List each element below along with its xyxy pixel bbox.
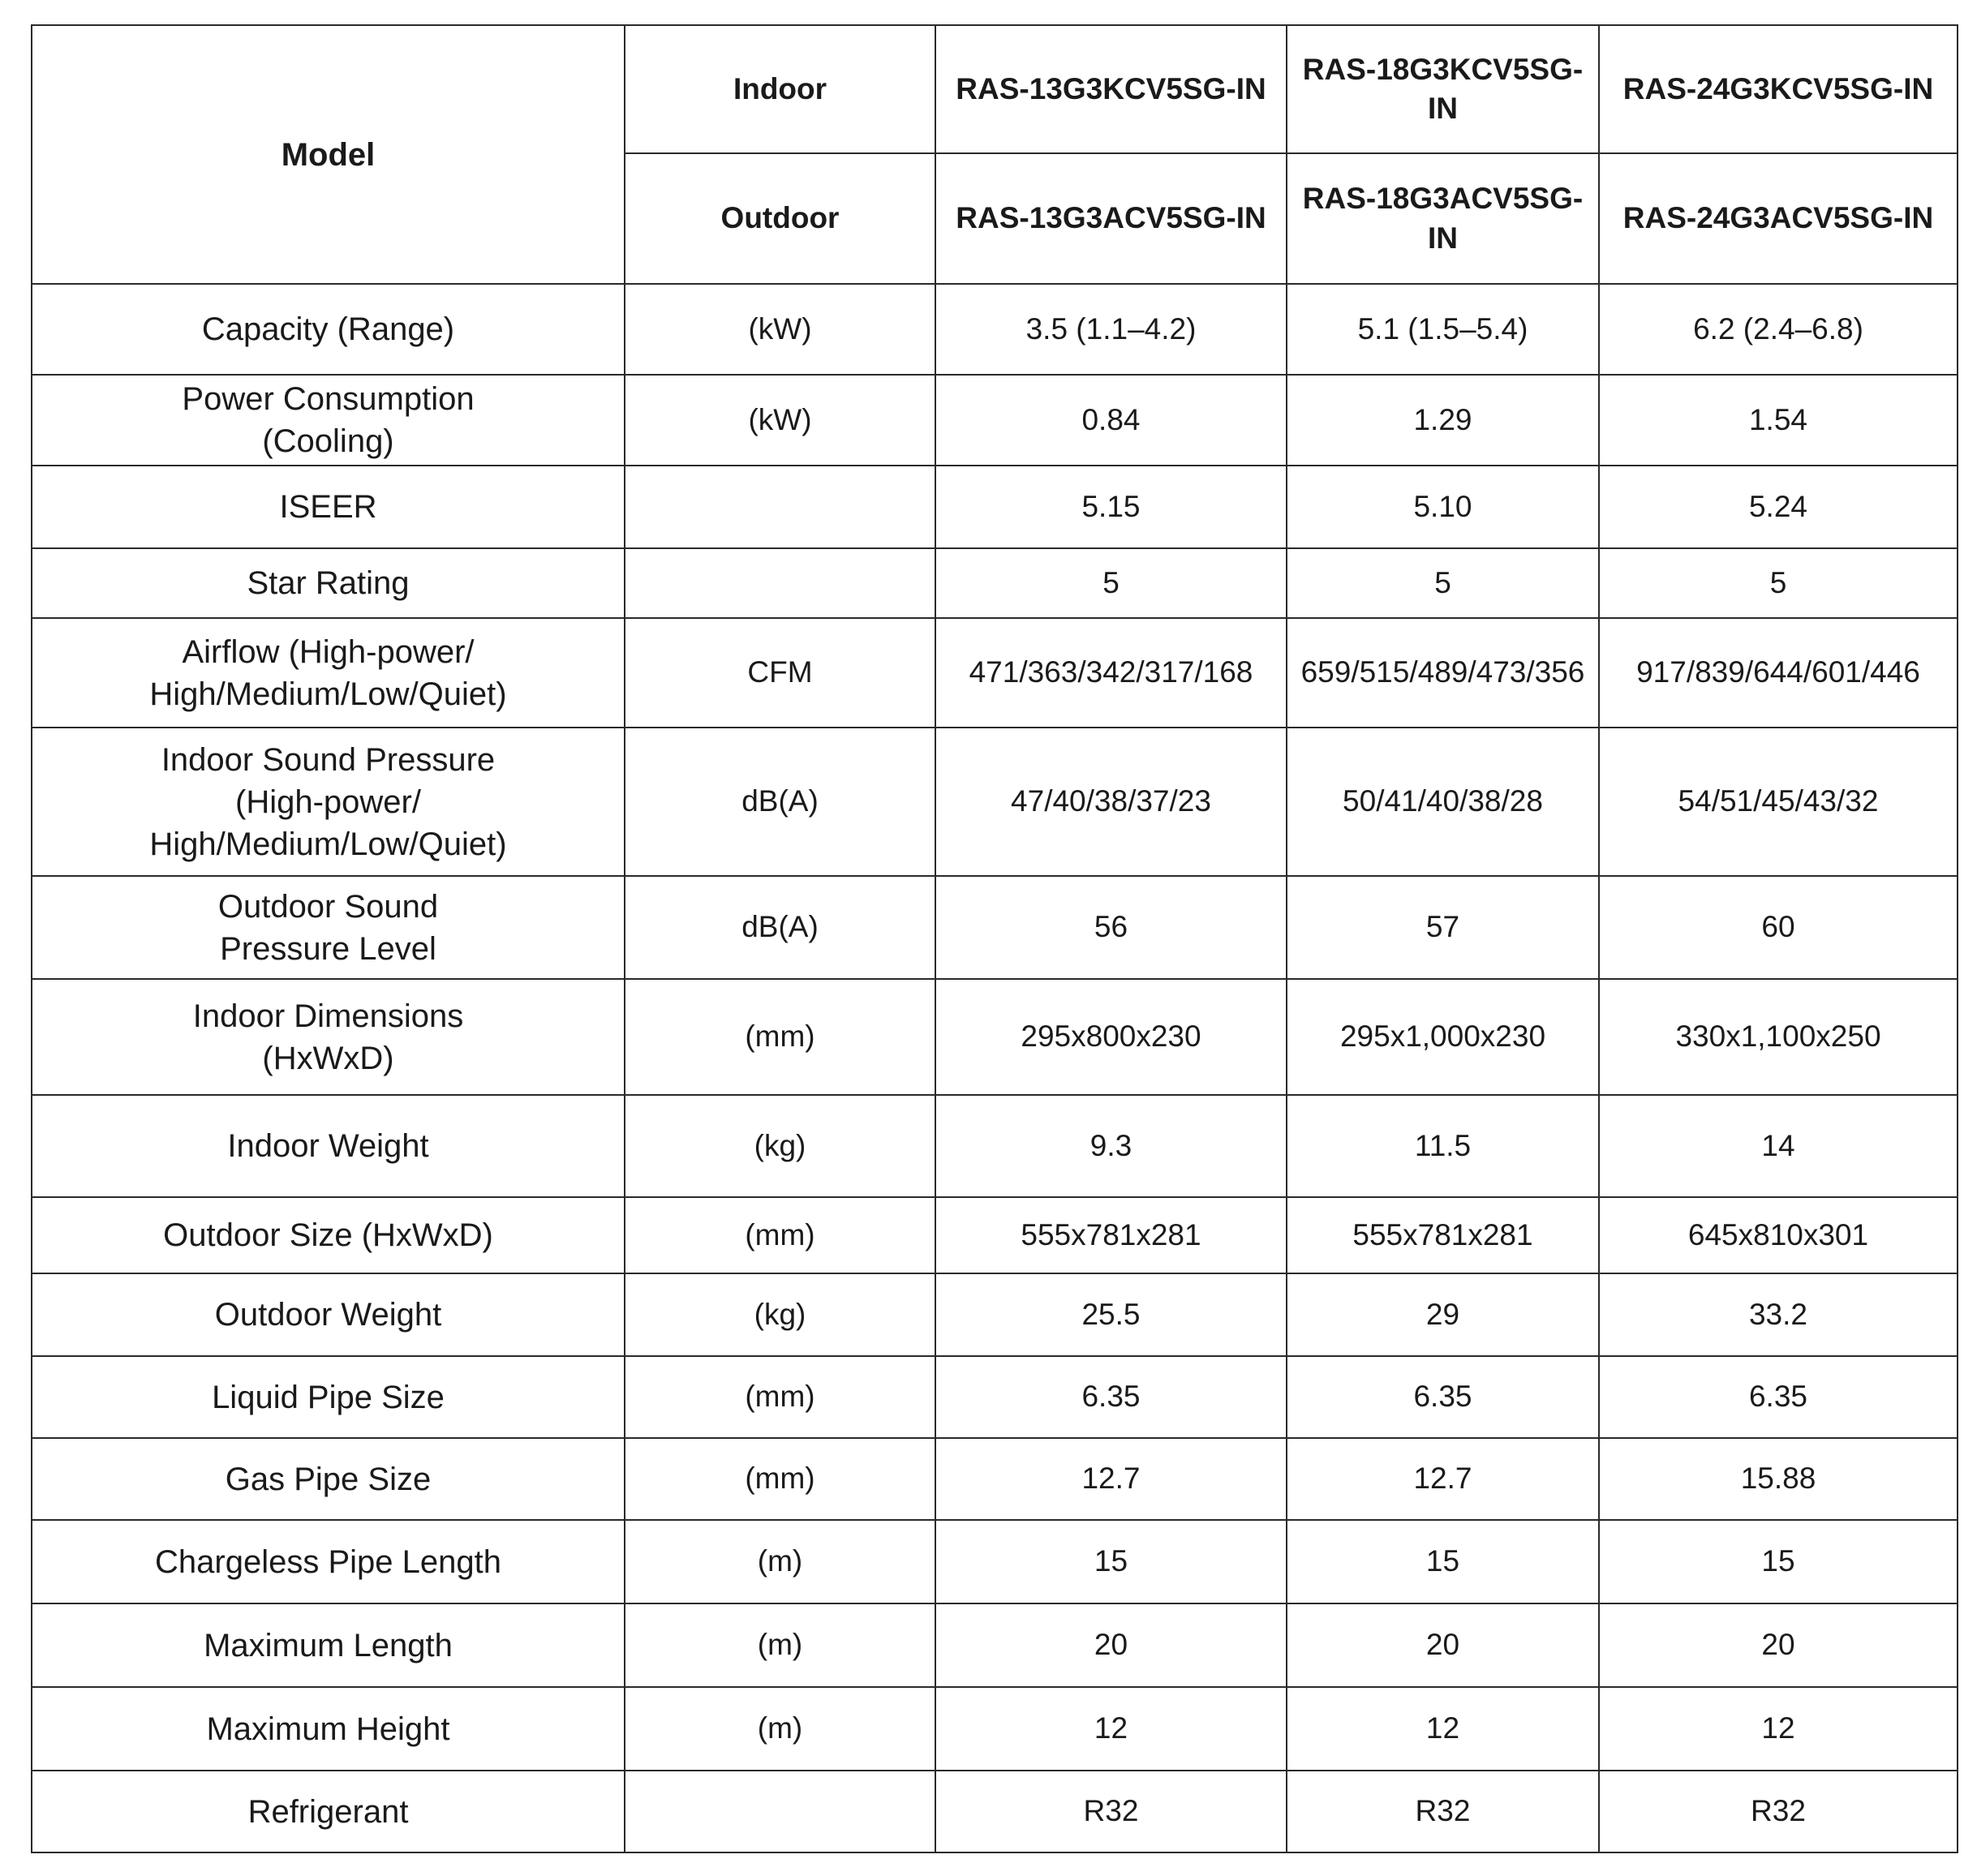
parameter-label-line: Indoor Sound Pressure [161,741,496,778]
unit-cell: (kg) [625,1095,935,1197]
parameter-label [32,1438,625,1520]
unit-cell: (m) [625,1603,935,1687]
value-cell-model-1: 15 [935,1520,1287,1603]
parameter-label-line: High/Medium/Low/Quiet) [149,676,507,712]
parameter-label [32,1197,625,1273]
value-cell-model-3: 330x1,100x250 [1599,979,1958,1095]
parameter-label [32,284,625,375]
outdoor-model-3: RAS-24G3ACV5SG-IN [1599,153,1958,284]
value-cell-model-1: 3.5 (1.1–4.2) [935,284,1287,375]
value-cell-model-2: 1.29 [1287,375,1599,466]
value-cell-model-1: 471/363/342/317/168 [935,618,1287,728]
value-cell-model-3: 1.54 [1599,375,1958,466]
spec-table [31,24,1958,1853]
value-cell-model-1: R32 [935,1771,1287,1852]
value-cell-model-3: 15 [1599,1520,1958,1603]
parameter-label [32,876,625,979]
parameter-label-line: Power Consumption [182,381,475,417]
value-cell-model-3: 15.88 [1599,1438,1958,1520]
parameter-label-line: (High-power/ [235,783,421,820]
parameter-label-line: High/Medium/Low/Quiet) [149,826,507,862]
unit-cell [625,466,935,548]
unit-cell: CFM [625,618,935,728]
parameter-label-line: Outdoor Sound [217,888,439,925]
value-cell-model-3: 54/51/45/43/32 [1599,728,1958,876]
table-row [32,1603,1958,1687]
value-cell-model-1: 9.3 [935,1095,1287,1197]
parameter-label-line: Indoor Dimensions [192,998,464,1034]
indoor-model-2: RAS-18G3KCV5SG-IN [1287,25,1599,153]
value-cell-model-3: 6.35 [1599,1356,1958,1438]
parameter-label-line: Star Rating [247,565,410,601]
parameter-label-line: Outdoor Size (HxWxD) [163,1217,493,1253]
value-cell-model-2: 12.7 [1287,1438,1599,1520]
table-row [32,284,1958,375]
value-cell-model-2: 57 [1287,876,1599,979]
table-row [32,1356,1958,1438]
table-row [32,618,1958,728]
indoor-model-1: RAS-13G3KCV5SG-IN [935,25,1287,153]
table-row [32,466,1958,548]
value-cell-model-3: 60 [1599,876,1958,979]
parameter-label-line: Maximum Height [206,1711,450,1747]
value-cell-model-1: 5.15 [935,466,1287,548]
parameter-label-line: Chargeless Pipe Length [155,1543,501,1580]
value-cell-model-1: 56 [935,876,1287,979]
table-row [32,1771,1958,1852]
value-cell-model-3: 12 [1599,1687,1958,1771]
parameter-label-line: (Cooling) [262,423,394,459]
value-cell-model-1: 6.35 [935,1356,1287,1438]
parameter-label [32,1520,625,1603]
value-cell-model-1: 20 [935,1603,1287,1687]
value-cell-model-2: 5 [1287,548,1599,618]
value-cell-model-2: R32 [1287,1771,1599,1852]
value-cell-model-2: 6.35 [1287,1356,1599,1438]
unit-cell: (mm) [625,1356,935,1438]
parameter-label [32,728,625,876]
parameter-label-line: Maximum Length [204,1627,453,1664]
value-cell-model-1: 47/40/38/37/23 [935,728,1287,876]
value-cell-model-1: 0.84 [935,375,1287,466]
parameter-label-line: Airflow (High-power/ [182,633,475,670]
unit-cell: (kW) [625,284,935,375]
parameter-label-line: Capacity (Range) [201,311,455,347]
header-row-indoor [32,25,1958,153]
parameter-label [32,1603,625,1687]
table-row [32,979,1958,1095]
parameter-label [32,1687,625,1771]
value-cell-model-3: R32 [1599,1771,1958,1852]
value-cell-model-1: 12.7 [935,1438,1287,1520]
parameter-label-line: Refrigerant [247,1793,409,1830]
parameter-label-line: Liquid Pipe Size [212,1379,445,1415]
unit-cell [625,1771,935,1852]
table-row [32,1197,1958,1273]
indoor-label: Indoor [625,25,935,153]
parameter-label [32,1095,625,1197]
parameter-label [32,375,625,466]
table-row [32,1687,1958,1771]
unit-cell: (mm) [625,1438,935,1520]
value-cell-model-2: 5.10 [1287,466,1599,548]
value-cell-model-3: 5.24 [1599,466,1958,548]
value-cell-model-1: 12 [935,1687,1287,1771]
unit-cell: (mm) [625,979,935,1095]
value-cell-model-1: 555x781x281 [935,1197,1287,1273]
value-cell-model-2: 29 [1287,1273,1599,1356]
parameter-label [32,1771,625,1852]
parameter-label-line: ISEER [279,489,377,525]
parameter-label [32,1273,625,1356]
table-row [32,876,1958,979]
value-cell-model-2: 659/515/489/473/356 [1287,618,1599,728]
parameter-label [32,979,625,1095]
value-cell-model-3: 917/839/644/601/446 [1599,618,1958,728]
value-cell-model-1: 25.5 [935,1273,1287,1356]
value-cell-model-1: 295x800x230 [935,979,1287,1095]
parameter-label-line: Gas Pipe Size [225,1461,432,1497]
value-cell-model-2: 50/41/40/38/28 [1287,728,1599,876]
parameter-label [32,548,625,618]
value-cell-model-2: 12 [1287,1687,1599,1771]
outdoor-label: Outdoor [625,153,935,284]
unit-cell: (kW) [625,375,935,466]
parameter-label [32,466,625,548]
parameter-label [32,618,625,728]
unit-cell: dB(A) [625,728,935,876]
model-label: Model [32,25,625,284]
value-cell-model-3: 645x810x301 [1599,1197,1958,1273]
parameter-label-line: Indoor Weight [227,1128,429,1164]
value-cell-model-2: 20 [1287,1603,1599,1687]
outdoor-model-1: RAS-13G3ACV5SG-IN [935,153,1287,284]
table-row [32,1438,1958,1520]
outdoor-model-2: RAS-18G3ACV5SG-IN [1287,153,1599,284]
table-row [32,1095,1958,1197]
value-cell-model-2: 295x1,000x230 [1287,979,1599,1095]
value-cell-model-1: 5 [935,548,1287,618]
parameter-label [32,1356,625,1438]
unit-cell [625,548,935,618]
unit-cell: dB(A) [625,876,935,979]
unit-cell: (mm) [625,1197,935,1273]
indoor-model-3: RAS-24G3KCV5SG-IN [1599,25,1958,153]
parameter-label-line: Outdoor Weight [214,1297,442,1333]
table-row [32,728,1958,876]
value-cell-model-3: 6.2 (2.4–6.8) [1599,284,1958,375]
value-cell-model-2: 11.5 [1287,1095,1599,1197]
unit-cell: (m) [625,1687,935,1771]
spec-table-body [32,25,1958,1852]
table-row [32,548,1958,618]
value-cell-model-3: 5 [1599,548,1958,618]
parameter-label-line: Pressure Level [220,930,436,967]
value-cell-model-3: 20 [1599,1603,1958,1687]
value-cell-model-2: 555x781x281 [1287,1197,1599,1273]
unit-cell: (m) [625,1520,935,1603]
table-row [32,1520,1958,1603]
unit-cell: (kg) [625,1273,935,1356]
parameter-label-line: (HxWxD) [262,1040,394,1076]
value-cell-model-2: 5.1 (1.5–5.4) [1287,284,1599,375]
value-cell-model-3: 33.2 [1599,1273,1958,1356]
value-cell-model-2: 15 [1287,1520,1599,1603]
table-row [32,375,1958,466]
value-cell-model-3: 14 [1599,1095,1958,1197]
table-row [32,1273,1958,1356]
